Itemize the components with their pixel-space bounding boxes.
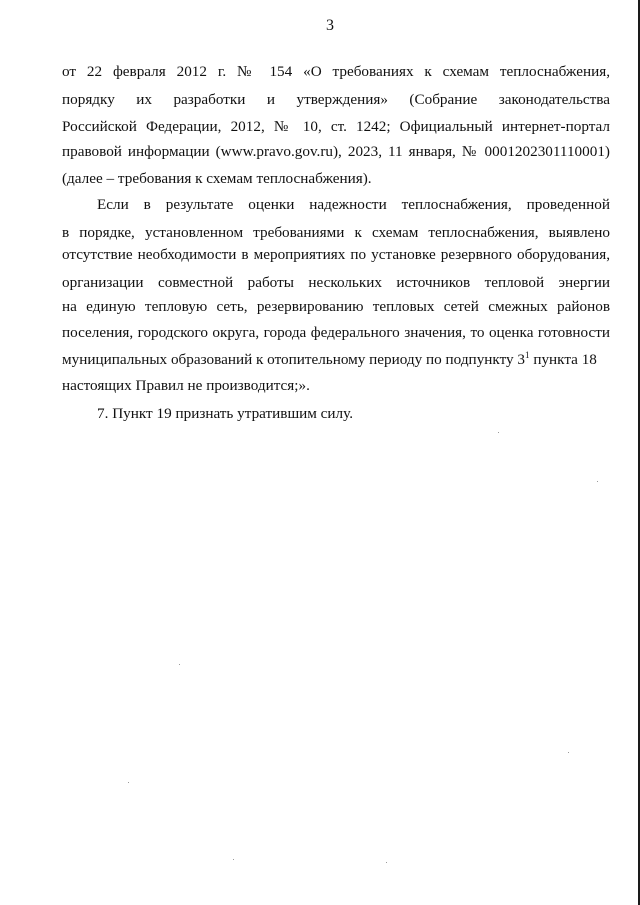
- scan-speck: [386, 862, 387, 863]
- superscript-marker: 1: [525, 350, 530, 360]
- text-line: правовой информации (www.pravo.gov.ru), 2023, 11 января, № 0001202301110001): [62, 143, 610, 160]
- text-line: от 22 февраля 2012 г. № 154 «О требованиях к схемам теплоснабжения,: [62, 63, 610, 80]
- text-line: Российской Федерации, 2012, № 10, ст. 1242; Официальный интернет-портал: [62, 118, 610, 135]
- scan-speck: [597, 481, 598, 482]
- scan-speck: [233, 859, 234, 860]
- scan-speck: [128, 782, 129, 783]
- text-line: (далее – требования к схемам теплоснабжения).: [62, 170, 372, 187]
- scan-speck: [498, 432, 499, 433]
- text-line: порядку их разработки и утверждения» (Собрание законодательства: [62, 91, 610, 108]
- page-number: 3: [326, 17, 334, 34]
- text-line: организации совместной работы нескольких источников тепловой энергии: [62, 274, 610, 291]
- text-segment: муниципальных образований к отопительному периоду по подпункту 3: [62, 351, 526, 368]
- text-segment: пункта 18: [529, 351, 597, 368]
- paragraph-first-line: Если в результате оценки надежности теплоснабжения, проведенной: [97, 196, 610, 213]
- text-line-with-superscript: [62, 350, 610, 370]
- text-line: поселения, городского округа, города федерального значения, то оценка готовности: [62, 324, 610, 341]
- text-line: настоящих Правил не производится;».: [62, 377, 310, 394]
- text-line: в порядке, установленном требованиями к схемам теплоснабжения, выявлено: [62, 224, 610, 241]
- item-seven: 7. Пункт 19 признать утратившим силу.: [97, 405, 353, 422]
- text-line: отсутствие необходимости в мероприятиях по установке резервного оборудования,: [62, 246, 610, 263]
- scan-speck: [568, 752, 569, 753]
- scan-speck: [179, 664, 180, 665]
- text-line: на единую тепловую сеть, резервированию тепловых сетей смежных районов: [62, 298, 610, 315]
